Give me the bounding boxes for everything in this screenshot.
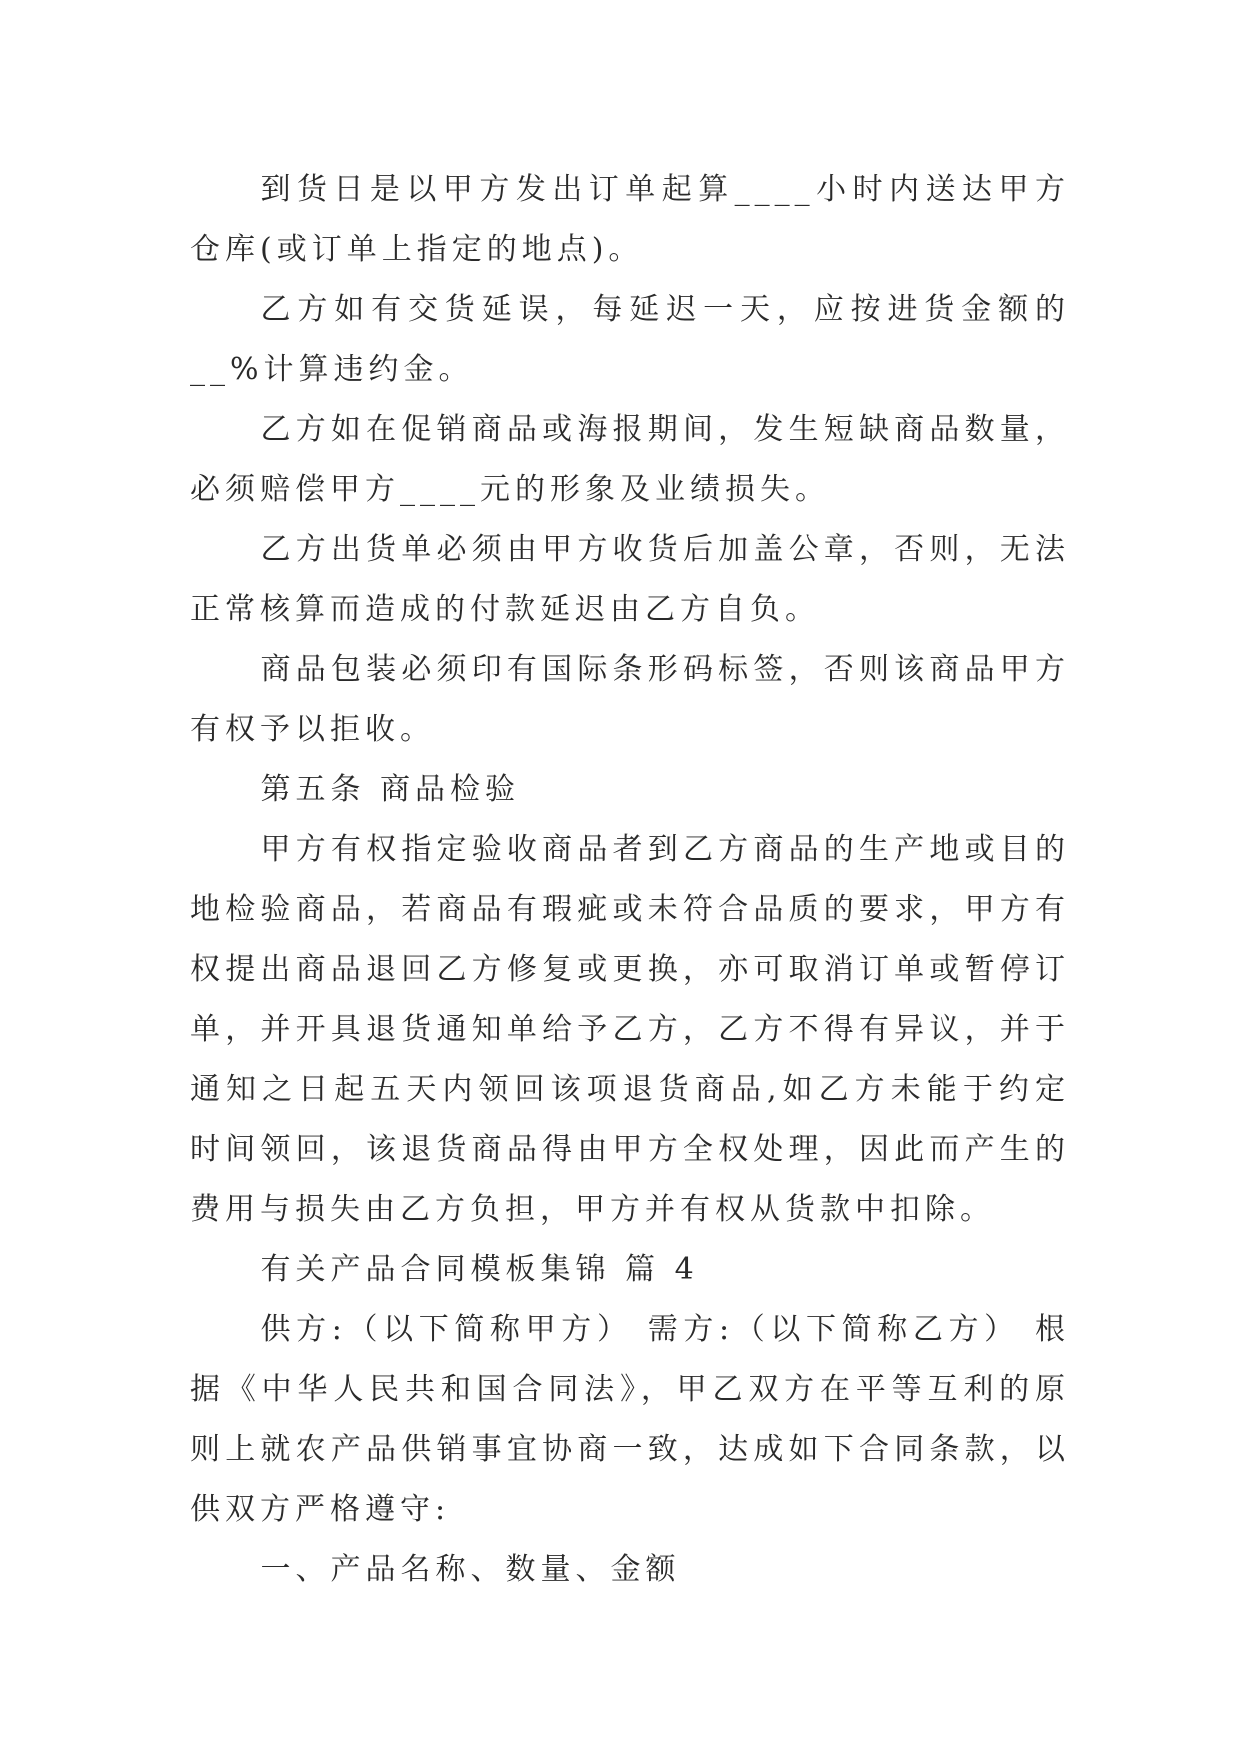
section-heading-inspection: 第五条 商品检验 xyxy=(260,772,521,807)
paragraph-delivery-date: 到货日是以甲方发出订单起算____小时内送达甲方仓库(或订单上指定的地点)。 xyxy=(190,172,1070,267)
paragraph-inspection: 甲方有权指定验收商品者到乙方商品的生产地或目的地检验商品，若商品有瑕疵或未符合品质的要求，甲方有权提出商品退回乙方修复或更换，亦可取消订单或暂停订单，并开具退货通知单给予乙方，乙方不得有异议，并于通知之日起五天内领回该项退货商品,如乙方未能于约定时间领回，该退货商品得由甲方全权处理，因此而产生的费用与损失由乙方负担，甲方并有权从货款中扣除。 xyxy=(190,832,1070,1227)
document-body xyxy=(190,160,1070,1600)
paragraph-shipping-seal: 乙方出货单必须由甲方收货后加盖公章，否则，无法正常核算而造成的付款延迟由乙方自负。 xyxy=(190,532,1070,627)
paragraph-delay-penalty: 乙方如有交货延误，每延迟一天，应按进货金额的 __%计算违约金。 xyxy=(190,292,1070,387)
paragraph-shortage-compensation: 乙方如在促销商品或海报期间，发生短缺商品数量，必须赔偿甲方____元的形象及业绩损失。 xyxy=(190,412,1070,507)
section-heading-template-4: 有关产品合同模板集锦 篇 4 xyxy=(260,1252,699,1287)
section-heading-product-info: 一、产品名称、数量、金额 xyxy=(260,1552,681,1587)
paragraph-barcode-label: 商品包装必须印有国际条形码标签，否则该商品甲方有权予以拒收。 xyxy=(190,652,1070,747)
paragraph-parties: 供方:（以下简称甲方） 需方:（以下简称乙方） 根据《中华人民共和国合同法》，甲乙双方在平等互利的原则上就农产品供销事宜协商一致，达成如下合同条款，以供双方严格遵守: xyxy=(190,1312,1070,1527)
